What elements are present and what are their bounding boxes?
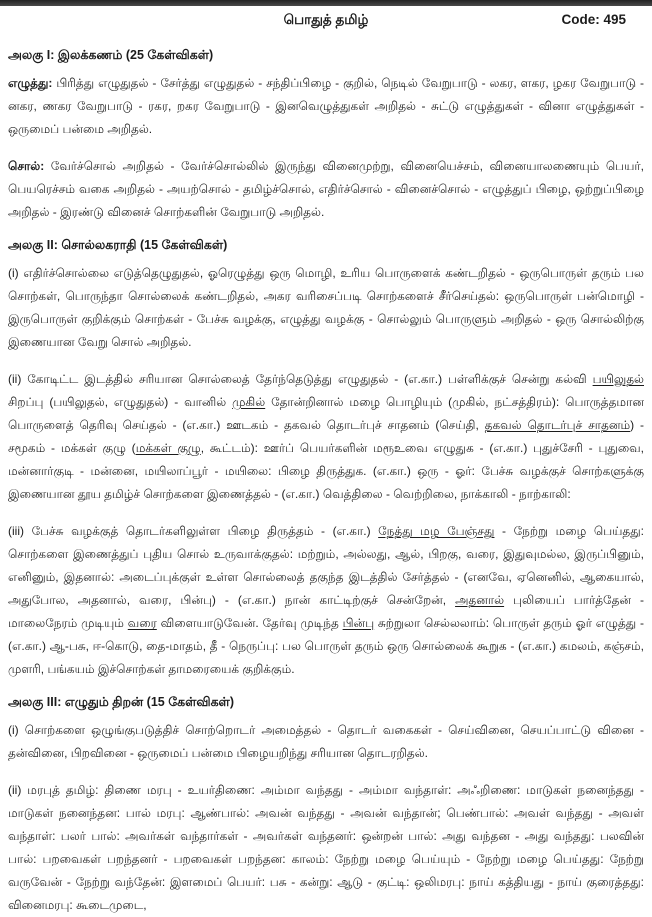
paragraph <box>8 72 644 141</box>
text-run: பிரித்து எழுதுதல் - சேர்த்து எழுதுதல் - சந்திப்பிழை - குறில், நெடில் வேறுபாடு - லகர, ளகர, ழகர வேறுபாடு - னகர, ணகர வேறுபாடு - ரகர, றகர வேறுபாடு - இனவெழுத்துகள் அறிதல் - சுட்டு எழுத்துகள் - வினா எழுத்துகள் - ஒருமைப் பன்மை அறிதல். <box>8 76 644 136</box>
text-run: வரை <box>127 616 157 630</box>
text-run: சிறப்பு (பயிலுதல், எழுதுதல்) - வானில் <box>8 395 233 409</box>
section-heading: அலகு II: சொல்லகராதி (15 கேள்விகள்) <box>8 238 228 252</box>
text-run: (ii) கோடிட்ட இடத்தில் சரியான சொல்லைத் தேர்ந்தெடுத்து எழுதுதல் - (எ.கா.) பள்ளிக்குச் சென்று கல்வி <box>8 372 593 386</box>
document-code: Code: 495 <box>561 12 626 27</box>
section-unit-1 <box>8 48 644 224</box>
paragraph <box>8 155 644 224</box>
paragraph <box>8 368 644 506</box>
text-run: சுற்றுலா செல்லலாம்: பொருள் தரும் ஓர் எழுத்து - (எ.கா.) ஆ-பசு, ஈ-கொடு, தை-மாதம், தீ - நெருப்பு: பல பொருள் தரும் ஒரு சொல்லைக் கூறுக - (எ.கா.) கமலம், கஞ்சம், முளரி, பங்கயம் இச்சொற்கள் தாமரையைக் குறிக்கும். <box>8 616 644 676</box>
text-run: தோன்றினால் மழை பொழியும் (முகில், நட்சத்திரம்): பொருத்தமான பொருளைத் தெரிவு செய்தல் - (எ.கா.) ஊடகம் - தகவல் தொடர்புச் சாதனம் (செய்தி, <box>8 395 644 432</box>
text-run: அதனால் <box>455 593 505 607</box>
text-run: தகவல் தொடர்புச் சாதனம் <box>484 418 631 432</box>
text-run: விளையாடுவேன். தேர்வு முடிந்த <box>156 616 343 630</box>
text-run: , கூட்டம்): ஊர்ப் பெயர்களின் மரூஉவை எழுதுக - (எ.கா.) புதுச்சேரி - புதுவை, மன்னார்குடி - மன்னை, மயிலாப்பூர் - மயிலை: பிழை திருத்துக. (எ.கா.) ஒரு - ஓர்: பேச்சு வழக்குச் சொற்களுக்கு இணையான தூய தமிழ்ச் சொற்களை இணைத்தல் - (எ.கா.) வெத்திலை - வெற்றிலை, நாக்காலி - நாற்காலி: <box>8 441 644 501</box>
text-run: எழுத்து: <box>8 76 57 90</box>
paragraph <box>8 719 644 765</box>
text-run: முகில் <box>232 395 266 409</box>
text-run: பின்பு <box>342 616 375 630</box>
text-run: சொல்: <box>8 159 51 173</box>
section-heading: அலகு I: இலக்கணம் (25 கேள்விகள்) <box>8 48 214 62</box>
text-run: வேர்ச்சொல் அறிதல் - வேர்ச்சொல்லில் இருந்து வினைமுற்று, வினையெச்சம், வினையாலணையும் பெயர், பெயரெச்சம் வகை அறிதல் - அயற்சொல் - தமிழ்ச்சொல், எதிர்ச்சொல் - வினைச்சொல் - எழுத்துப் பிழை, ஒற்றுப்பிழை அறிதல் - இரண்டு வினைச் சொற்களின் வேறுபாடு அறிதல். <box>8 159 645 219</box>
text-run: (ii) மரபுத் தமிழ்: திணை மரபு - உயர்திணை: அம்மா வந்தது - அம்மா வந்தாள்: அஃறிணை: மாடுகள் நனைந்தது - மாடுகள் நனைந்தன: பால் மரபு: ஆண்பால்: அவன் வந்தது - அவன் வந்தான்; பெண்பால்: அவள் வந்தது - அவள் வந்தாள்: பலர் பால்: அவர்கள் வந்தார்கள் - அவர்கள் வந்தனர்: ஒன்றன் பால்: அது வந்தன - அது வந்தது: பலவின் பால்: பறவைகள் பறந்தனர் - பறவைகள் பறந்தன: காலம்: நேற்று மழை பெய்யும் - நேற்று மழை பெய்தது: நேற்று வருவேன் - நேற்று வந்தேன்: இளமைப் பெயர்: பசு - கன்று: ஆடு - குட்டி: ஒலிமரபு: நாய் கத்தியது - நாய் குரைத்தது: வினைமரபு: கூடைமுடை, <box>8 783 644 912</box>
text-run: (i) எதிர்ச்சொல்லை எடுத்தெழுதுதல், ஓரெழுத்து ஒரு மொழி, உரிய பொருளைக் கண்டறிதல் - ஒருபொருள் தரும் பல சொற்கள், பொருந்தா சொல்லைக் கண்டறிதல், அகர வரிசைப்படி சொற்களைச் சீர்செய்தல்: ஒருபொருள் பன்மொழி - இருபொருள் குறிக்கும் சொற்கள் - பேச்சு வழக்கு, எழுத்து வழக்கு - சொல்லும் பொருளும் அறிதல் - ஒரு சொல்லிற்கு இணையான வேறு சொல் அறிதல். <box>8 266 644 349</box>
text-run: மக்கள் குழு <box>135 441 201 455</box>
text-run: (i) சொற்களை ஒழுங்குபடுத்திச் சொற்றொடர் அமைத்தல் - தொடர் வகைகள் - செய்வினை, செயப்பாட்டு வினை - தன்வினை, பிறவினை - ஒருமைப் பன்மை பிழையறிந்து சரியான தொடரறிதல். <box>8 723 644 760</box>
text-run: புலியைப் பார்த்தேன் - மாலைநேரம் முடியும் <box>8 593 644 630</box>
document-header <box>8 12 644 34</box>
section-unit-3 <box>8 695 644 917</box>
text-run: (iii) பேச்சு வழக்குத் தொடர்களிலுள்ள பிழை திருத்தம் - (எ.கா.) <box>8 524 379 538</box>
text-run: - நேற்று மழை பெய்தது: சொற்களை இணைத்துப் புதிய சொல் உருவாக்குதல்: மற்றும், அல்லது, ஆல், பிறகு, வரை, இதுவுமல்ல, இருப்பினும், எனினும், இதனால்: அடைப்புக்குள் உள்ள சொல்லைத் தகுந்த இடத்தில் சேர்த்தல் - (எனவே, ஏனெனில், ஆகையால், அதுபோல, அதனால், வரை, பின்பு) - (எ.கா.) நான் காட்டிற்குச் சென்றேன், <box>8 524 644 607</box>
section-unit-2 <box>8 238 644 681</box>
text-run: ) - சமூகம் - மக்கள் குழு ( <box>8 418 645 455</box>
text-run: நேத்து மழ பேஞ்சது <box>378 524 495 538</box>
section-heading: அலகு III: எழுதும் திறன் (15 கேள்விகள்) <box>8 695 235 709</box>
paragraph <box>8 520 644 681</box>
document-page <box>0 6 652 917</box>
paragraph <box>8 779 644 917</box>
paragraph <box>8 262 644 354</box>
page-title: பொதுத் தமிழ் <box>283 12 369 27</box>
text-run: பயிலுதல் <box>592 372 644 386</box>
